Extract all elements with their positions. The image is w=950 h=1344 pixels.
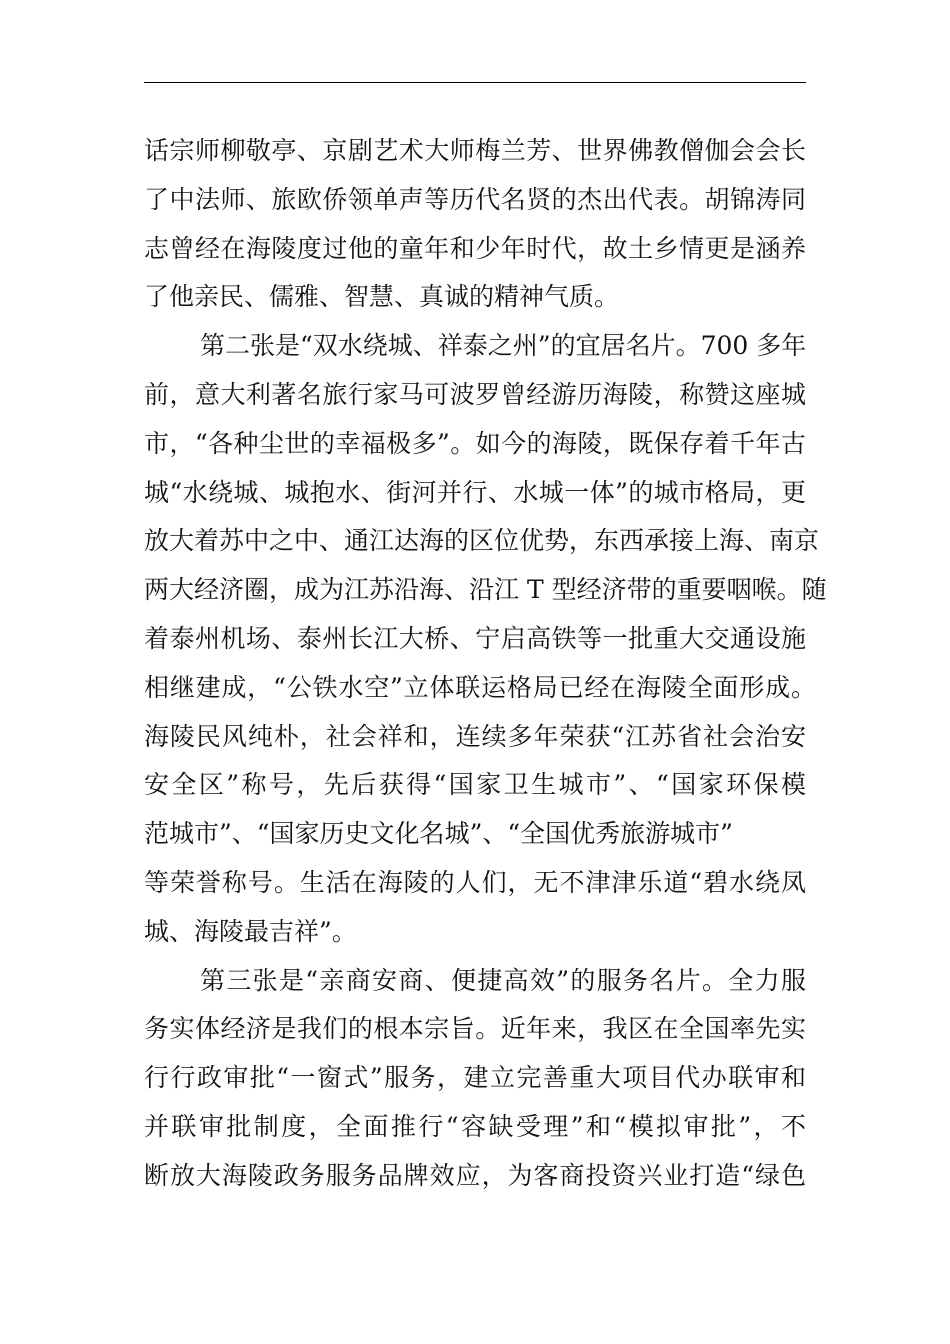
text-line: 安全区”称号，先后获得“国家卫生城市”、“国家环保模 xyxy=(144,770,806,800)
text-line: 行行政审批“一窗式”服务，建立完善重大项目代办联审和 xyxy=(144,1063,806,1093)
text-line: 等荣誉称号。生活在海陵的人们，无不津津乐道“碧水绕凤 xyxy=(144,867,806,897)
text-line: 着泰州机场、泰州长江大桥、宁启高铁等一批重大交通设施 xyxy=(144,623,806,653)
text-line: 两大经济圈，成为江苏沿海、沿江 T 型经济带的重要咽喉。随 xyxy=(144,575,827,605)
text-line: 志曾经在海陵度过他的童年和少年时代，故土乡情更是涵养 xyxy=(144,233,806,263)
text-line: 放大着苏中之中、通江达海的区位优势，东西承接上海、南京 xyxy=(144,526,820,556)
text-line: 了中法师、旅欧侨领单声等历代名贤的杰出代表。胡锦涛同 xyxy=(144,184,806,214)
text-line: 城、海陵最吉祥”。 xyxy=(144,916,357,946)
header-rule xyxy=(144,82,806,83)
text-line: 断放大海陵政务服务品牌效应，为客商投资兴业打造“绿色 xyxy=(144,1160,806,1190)
text-line: 第二张是“双水绕城、祥泰之州”的宜居名片。700 多年 xyxy=(200,331,807,361)
text-line: 范城市”、“国家历史文化名城”、“全国优秀旅游城市” xyxy=(144,819,733,849)
text-line: 了他亲民、儒雅、智慧、真诚的精神气质。 xyxy=(144,282,620,312)
text-line: 城“水绕城、城抱水、街河并行、水城一体”的城市格局，更 xyxy=(144,477,806,507)
text-line: 话宗师柳敬亭、京剧艺术大师梅兰芳、世界佛教僧伽会会长 xyxy=(144,136,806,165)
text-line: 海陵民风纯朴，社会祥和，连续多年荣获“江苏省社会治安 xyxy=(144,721,806,751)
text-line: 第三张是“亲商安商、便捷高效”的服务名片。全力服 xyxy=(200,965,806,995)
text-line: 前，意大利著名旅行家马可波罗曾经游历海陵，称赞这座城 xyxy=(144,379,806,409)
text-line: 并联审批制度，全面推行“容缺受理”和“模拟审批”，不 xyxy=(144,1111,806,1141)
document-body xyxy=(144,127,827,1201)
text-line: 市，“各种尘世的幸福极多”。如今的海陵，既保存着千年古 xyxy=(144,428,806,458)
text-line: 相继建成，“公铁水空”立体联运格局已经在海陵全面形成。 xyxy=(144,672,816,702)
text-line: 务实体经济是我们的根本宗旨。近年来，我区在全国率先实 xyxy=(144,1014,806,1044)
